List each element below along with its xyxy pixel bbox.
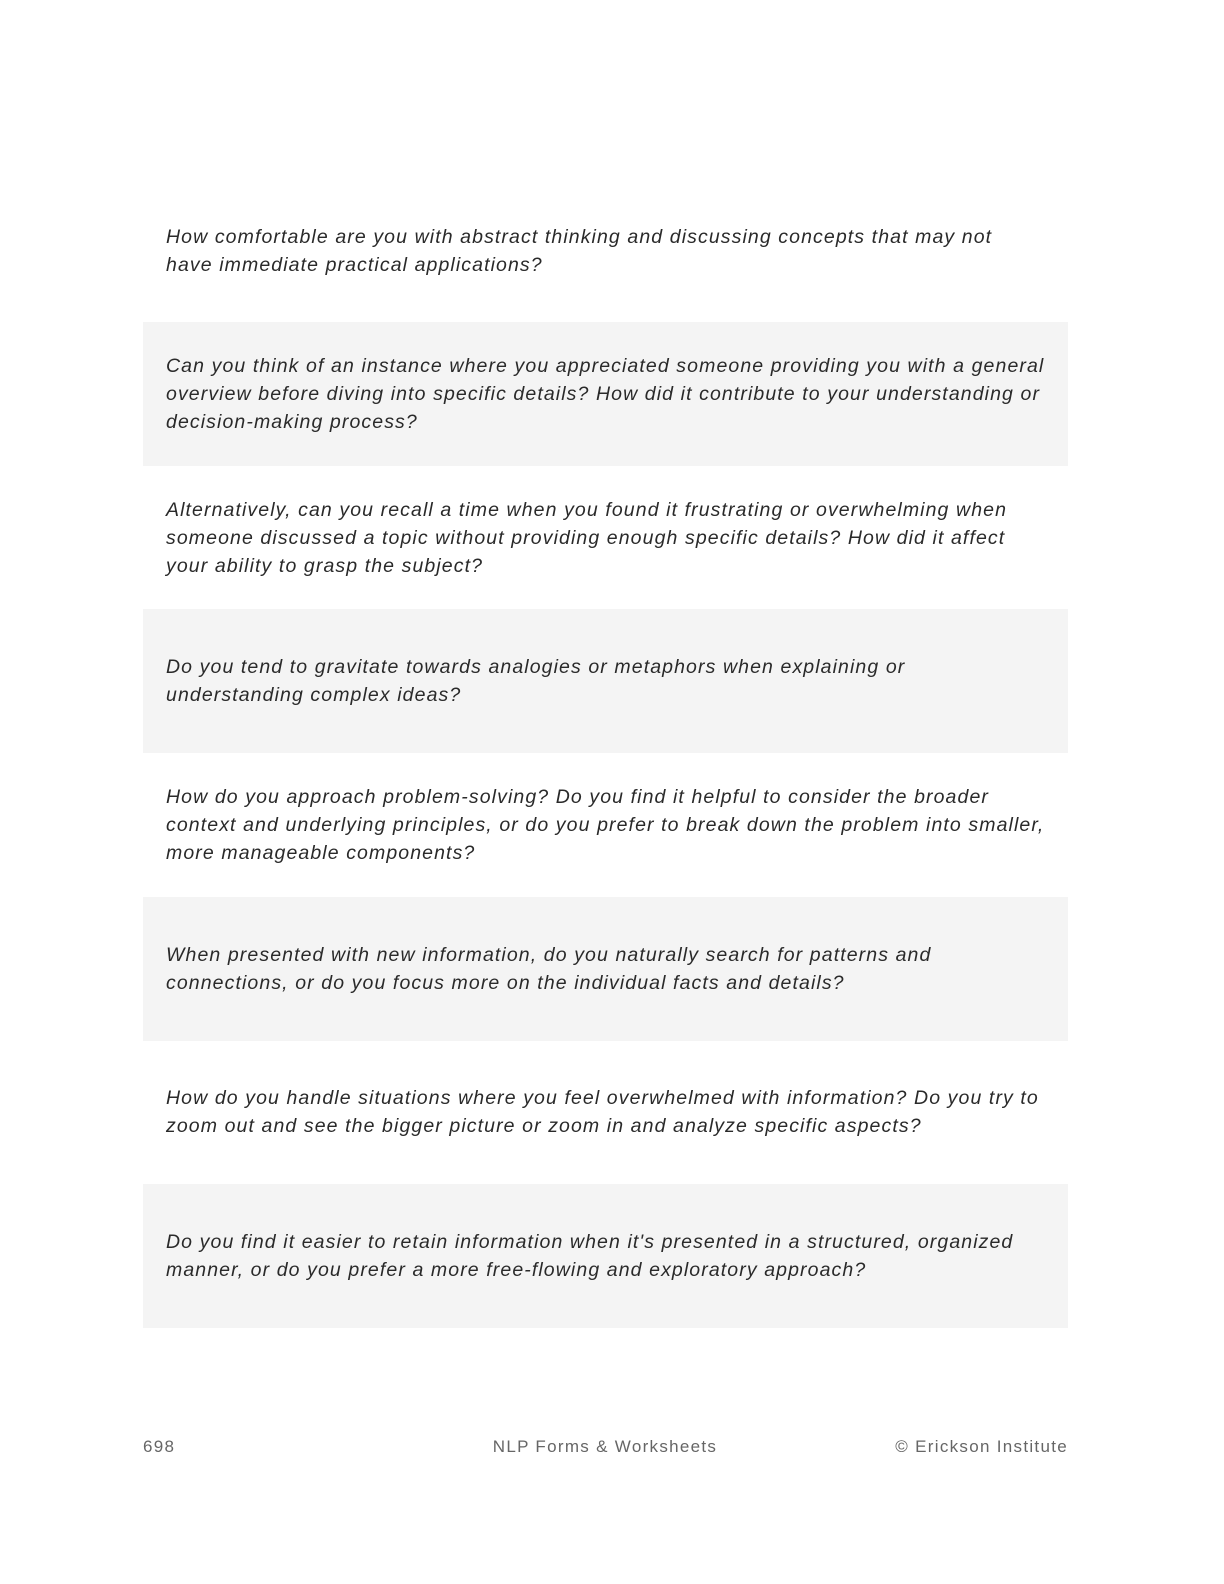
question-text: Can you think of an instance where you appreciated someone providing you with a general overview before diving into specific details? How did it contribute to your understanding or decision-making process? — [166, 355, 1045, 433]
question-block — [143, 1184, 1068, 1328]
question-text: Alternatively, can you recall a time when you found it frustrating or overwhelming when someone discussed a topic without providing enough specific details? How did it affect your ability to grasp the subject? — [166, 499, 1008, 577]
question-block — [143, 753, 1068, 897]
question-block — [143, 322, 1068, 466]
question-text: How do you approach problem-solving? Do you find it helpful to consider the broader context and underlying principles, or do you prefer to break down the problem into smaller, more manageable components? — [166, 786, 1045, 864]
question-block — [143, 179, 1068, 323]
footer-title: NLP Forms & Worksheets — [492, 1437, 718, 1456]
question-text: When presented with new information, do you naturally search for patterns and connections, or do you focus more on the individual facts and details? — [166, 944, 932, 994]
page-number: 698 — [143, 1437, 176, 1456]
question-text: How comfortable are you with abstract thinking and discussing concepts that may not have immediate practical applications? — [166, 226, 993, 276]
question-block — [143, 897, 1068, 1041]
question-block — [143, 466, 1068, 610]
question-text: Do you tend to gravitate towards analogies or metaphors when explaining or understanding complex ideas? — [166, 656, 906, 706]
question-block — [143, 609, 1068, 753]
question-text: Do you find it easier to retain information when it's presented in a structured, organized manner, or do you prefer a more free-flowing and exploratory approach? — [166, 1231, 1014, 1281]
question-block — [143, 1040, 1068, 1184]
question-text: How do you handle situations where you feel overwhelmed with information? Do you try to zoom out and see the bigger picture or zoom in and analyze specific aspects? — [166, 1087, 1039, 1137]
footer-copyright: © Erickson Institute — [895, 1437, 1068, 1456]
